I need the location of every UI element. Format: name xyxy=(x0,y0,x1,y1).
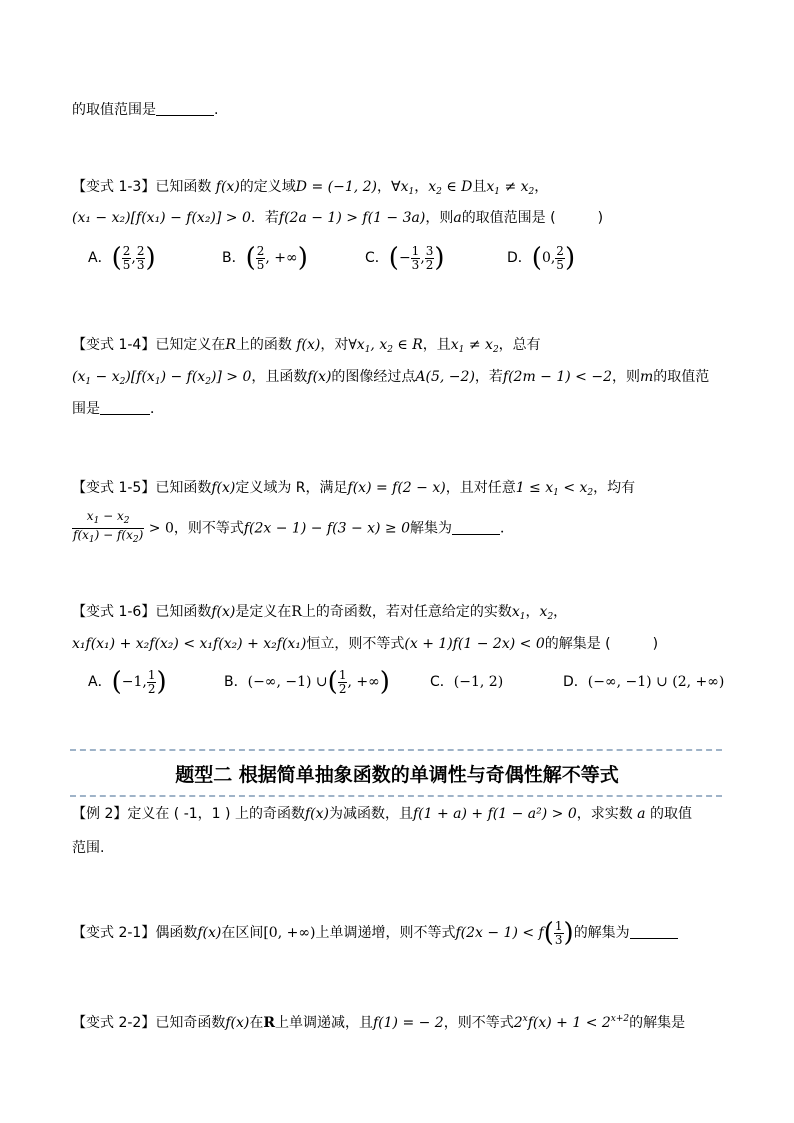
text: ． xyxy=(500,520,515,537)
section-divider xyxy=(70,795,722,797)
example-2-line1 xyxy=(72,803,692,825)
fx-math: f(x) xyxy=(304,806,329,822)
text: ，总有 xyxy=(498,337,541,353)
R-math: R xyxy=(225,337,236,353)
lhs-math: f(2x − 1) < f xyxy=(455,925,544,941)
example-tag: 【例 2】 xyxy=(72,806,128,822)
text: ，均有 xyxy=(593,480,636,496)
variant-1-3-line2 xyxy=(72,207,603,229)
text: 是定义在 xyxy=(235,604,292,620)
text: ，若 xyxy=(474,369,503,385)
text: ， xyxy=(414,179,429,195)
text: 恒立，则不等式 xyxy=(306,636,405,652)
section-heading: 题型二 根据简单抽象函数的单调性与奇偶性解不等式 xyxy=(175,764,619,786)
text: 偶函数 xyxy=(155,925,198,941)
variant-1-4-line1 xyxy=(72,334,541,361)
text: ， xyxy=(553,604,568,620)
point-math: A(5, −2) xyxy=(415,369,475,385)
variant-1-6-line1 xyxy=(72,601,567,628)
option-c-math: (−1, 2) xyxy=(453,674,504,690)
text: 定义域为 R，满足 xyxy=(235,480,348,496)
x2-math: $x_2$ xyxy=(539,604,554,622)
text: 上的函数 xyxy=(235,337,292,353)
variant-tag: 【变式 1-3】 xyxy=(72,179,156,195)
text: 且 xyxy=(472,179,487,195)
option-b-math: (−∞, −1) ∪ xyxy=(247,674,328,690)
interval-math: [0, +∞) xyxy=(263,925,316,941)
text: 的定义域 xyxy=(239,179,296,195)
variant-1-5-line2: $\frac{x_1 - x_2}{f(x_1) - f(x_2)}$ > 0，则不等式f(2x − 1) − f(3 − x) ≥ 0解集为 ． xyxy=(73,509,515,545)
ineq2-math: (x + 1)f(1 − 2x) < 0 xyxy=(404,636,545,652)
v13-option-d[interactable]: D．(0, $\frac{2}{5}$ ) xyxy=(507,243,576,273)
x1-neq-x2-math: $x_1 \ne x_2$ xyxy=(450,337,499,355)
symmetry-math: f(x) = f(2 − x) xyxy=(347,480,446,496)
option-label: C． xyxy=(430,674,454,690)
text: ，则 xyxy=(612,369,641,385)
option-label: D． xyxy=(563,674,588,690)
text: 已知函数 xyxy=(155,480,212,496)
variant-tag: 【变式 1-4】 xyxy=(72,337,156,353)
ineq-math: x₁f(x₁) + x₂f(x₂) < x₁f(x₂) + x₂f(x₁) xyxy=(72,636,307,652)
text: 定义在 ( -1，1 ) 上的奇函数 xyxy=(127,806,305,822)
text: 上单调递减，且 xyxy=(274,1015,373,1031)
monotone-ineq-math: $(x_1 - x_2)[f(x_1) - f(x_2)] > 0$ xyxy=(72,369,252,387)
v16-option-c[interactable] xyxy=(430,667,503,697)
variant-1-6-line2 xyxy=(72,633,658,655)
text: 在 xyxy=(249,1015,264,1031)
text: 围是 xyxy=(72,401,100,417)
fx-math: f(x) xyxy=(211,480,236,496)
variant-tag: 【变式 1-6】 xyxy=(72,604,156,620)
text: ， xyxy=(534,179,549,195)
answer-blank[interactable] xyxy=(156,101,214,116)
m-math: m xyxy=(640,369,654,385)
v13-option-b[interactable]: B．( $\frac{2}{5}$ , +∞) xyxy=(222,243,308,273)
text: ， xyxy=(525,604,540,620)
R-math: R xyxy=(263,1015,275,1031)
fx-math: f(x) xyxy=(307,369,332,385)
monotone-ineq-math: (x₁ − x₂)[f(x₁) − f(x₂)] > 0 xyxy=(72,210,251,226)
text: 的取值 xyxy=(649,806,692,822)
v16-option-d[interactable] xyxy=(563,667,724,697)
text: 上的奇函数，若对任意给定的实数 xyxy=(301,604,512,620)
x1-math: $x_1$ xyxy=(511,604,526,622)
variant-1-3-line1 xyxy=(72,176,548,203)
domain-math: D = (−1, 2) xyxy=(295,179,378,195)
text: ，且对任意 xyxy=(445,480,516,496)
text: ，对 xyxy=(320,337,349,353)
variant-1-5-line1 xyxy=(72,477,635,504)
condition-math: f(2a − 1) > f(1 − 3a) xyxy=(278,210,426,226)
fx-math: f(x) xyxy=(225,1015,250,1031)
text: ，且函数 xyxy=(251,369,308,385)
ineq-math: f(2x − 1) − f(3 − x) ≥ 0 xyxy=(243,520,411,537)
v16-option-b[interactable]: B．(−∞, −1) ∪( $\frac{1}{2}$ , +∞) xyxy=(224,667,390,697)
option-label: B． xyxy=(222,250,246,266)
text: 的图像经过点 xyxy=(331,369,416,385)
variant-tag: 【变式 2-1】 xyxy=(72,925,156,941)
x2-in-D-math: $x_2$ ∈ D xyxy=(428,179,473,197)
condition-math: f(2m − 1) < −2 xyxy=(502,369,613,385)
option-label: D． xyxy=(507,250,532,266)
text: 已知奇函数 xyxy=(155,1015,226,1031)
intro-line xyxy=(72,99,218,121)
text: 已知定义在 xyxy=(155,337,226,353)
fx-math: f(x) xyxy=(291,337,321,353)
text: 已知函数 xyxy=(155,604,212,620)
range-math: $1 \le x_1 < x_2$ xyxy=(515,480,594,498)
section-divider xyxy=(70,749,722,751)
a-math: a xyxy=(632,806,650,822)
condition-math: f(1 + a) + f(1 − a²) > 0 xyxy=(412,806,577,822)
variant-2-1-line: 【变式 2-1】偶函数f(x)在区间[0, +∞)上单调递增，则不等式f(2x − 1) < f( $\frac{1}{3}$ )的解集为 xyxy=(72,918,678,948)
text: 解集为 xyxy=(410,520,453,537)
intro-end: . xyxy=(214,102,219,118)
x1-math: $x_1$ xyxy=(400,179,415,197)
variant-1-4-line2 xyxy=(72,366,709,393)
option-label: A． xyxy=(88,250,112,266)
v13-option-a[interactable]: A．( $\frac{2}{5}$ , $\frac{2}{3}$ ) xyxy=(88,243,156,273)
text: ，则不等式 xyxy=(443,1015,514,1031)
option-d-math: (−∞, −1) ∪ (2, +∞) xyxy=(587,674,725,690)
fx-math: f(x) xyxy=(197,925,222,941)
text: 已知函数 xyxy=(155,179,212,195)
answer-blank[interactable] xyxy=(452,520,500,535)
text: ． xyxy=(150,401,164,417)
text: ，且 xyxy=(422,337,451,353)
text: ，求实数 xyxy=(576,806,633,822)
intro-text: 的取值范围是 xyxy=(72,102,156,118)
option-label: C． xyxy=(365,250,389,266)
ratio-fraction: $\frac{x_1 - x_2}{f(x_1) - f(x_2)}$ xyxy=(73,509,144,545)
text: 为减函数，且 xyxy=(328,806,413,822)
variant-tag: 【变式 2-2】 xyxy=(72,1015,156,1031)
text: 在区间 xyxy=(221,925,264,941)
text: 的取值范围是 ( ) xyxy=(461,210,604,226)
condition-math: f(1) = − 2 xyxy=(372,1015,444,1031)
option-label: A． xyxy=(88,674,112,690)
text: ，∀ xyxy=(377,179,401,195)
variant-2-2-line xyxy=(72,1004,685,1038)
text: ．若 xyxy=(250,210,279,226)
answer-blank[interactable] xyxy=(630,924,678,939)
text: 上单调递增，则不等式 xyxy=(315,925,456,941)
R-math: R xyxy=(291,604,302,620)
text: 的解集是 ( ) xyxy=(544,636,659,652)
answer-blank[interactable] xyxy=(100,400,150,415)
fx-math: f(x) xyxy=(211,604,236,620)
fx-math: f(x) xyxy=(211,179,240,195)
variant-1-4-line3 xyxy=(72,398,164,420)
variant-tag: 【变式 1-5】 xyxy=(72,480,156,496)
text: 范围. xyxy=(72,840,105,856)
a-math: a xyxy=(453,210,462,226)
option-label: B． xyxy=(224,674,248,690)
x1-neq-x2-math: $x_1 \ne x_2$ xyxy=(486,179,535,197)
text: 的解集为 xyxy=(573,925,630,941)
forall-math: $\forall x_1$, $x_2$ ∈ R xyxy=(348,337,423,355)
text: 的取值范 xyxy=(653,369,710,385)
text: 的解集是 xyxy=(629,1015,686,1031)
text: ，则不等式 xyxy=(173,520,244,537)
v16-option-a[interactable]: A．(−1, $\frac{1}{2}$ ) xyxy=(88,667,167,697)
text: ，则 xyxy=(425,210,454,226)
example-2-line2 xyxy=(72,837,104,859)
v13-option-c[interactable]: C．(− $\frac{1}{3}$ , $\frac{3}{2}$ ) xyxy=(365,243,445,273)
exp-ineq-math: $2^xf(x) + 1 < 2^{x+2}$ xyxy=(513,1014,630,1031)
